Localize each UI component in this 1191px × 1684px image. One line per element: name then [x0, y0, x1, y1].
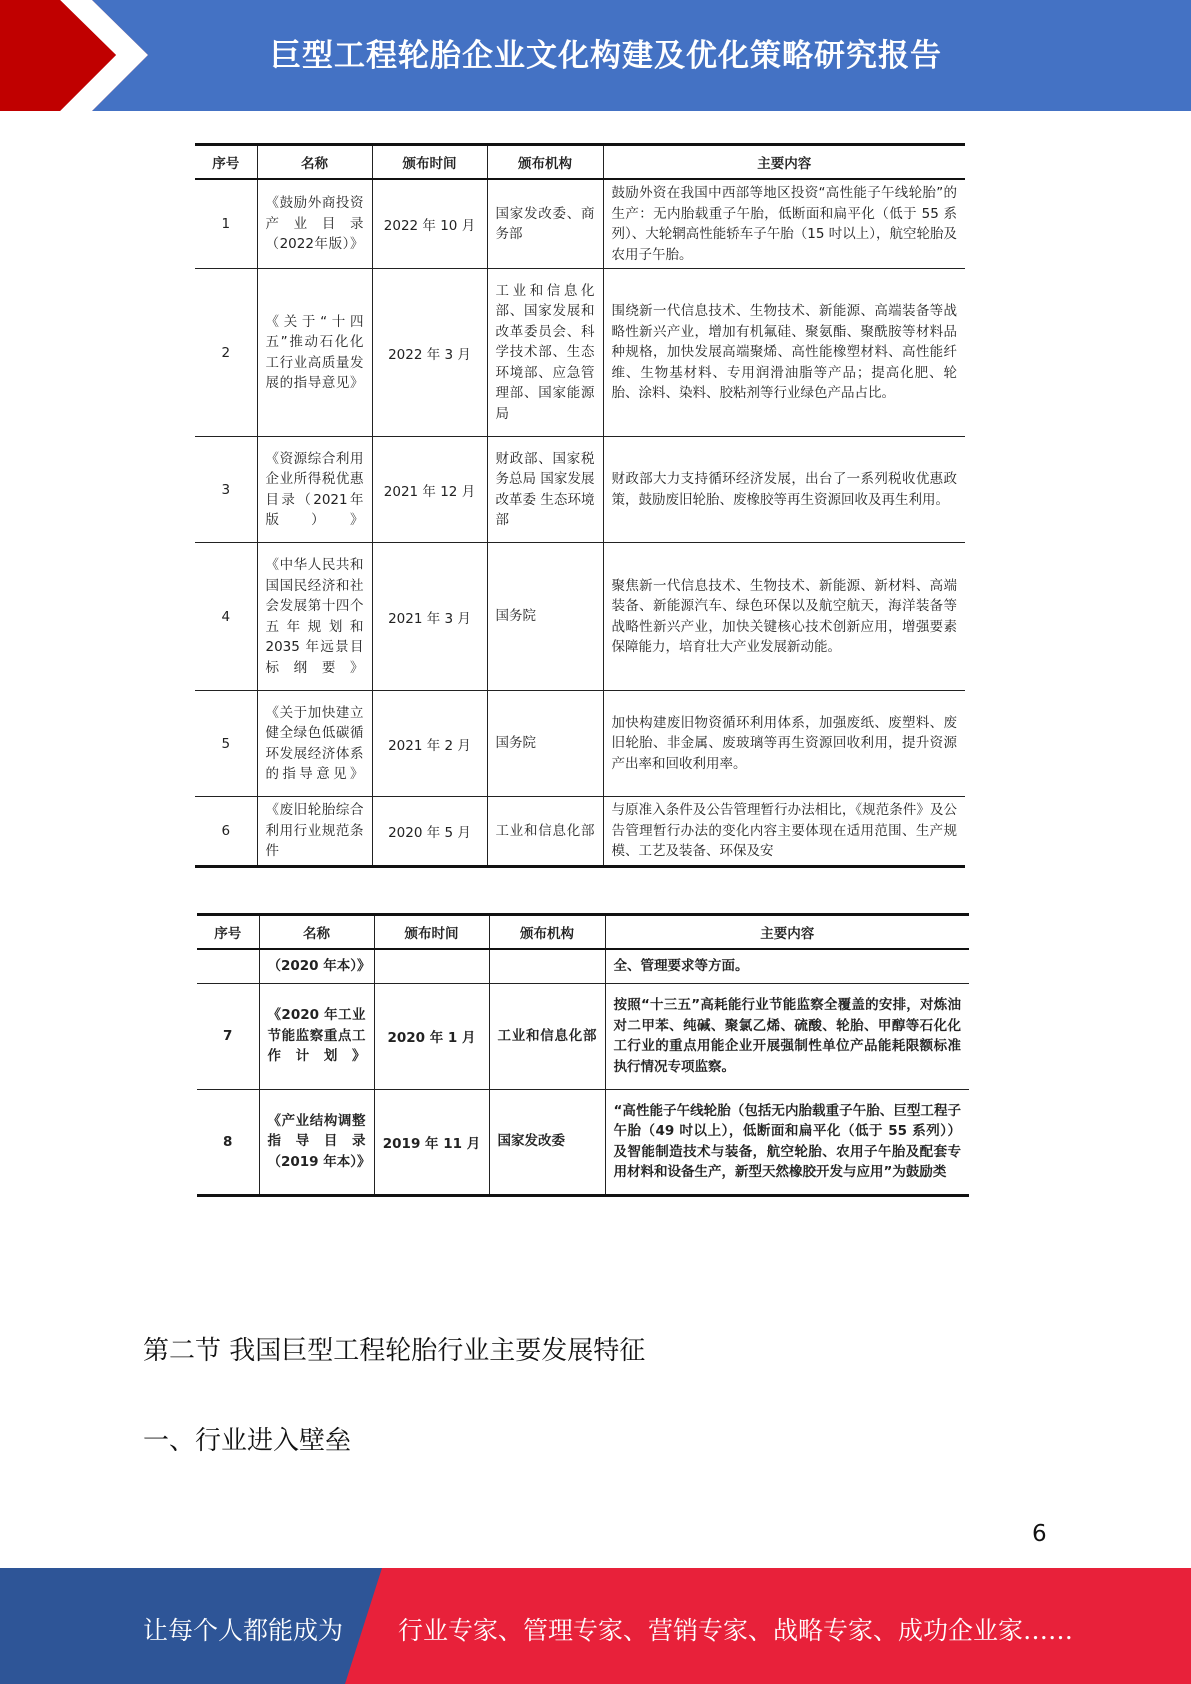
row-date: 2022 年 10 月 [372, 179, 487, 269]
row-issuer: 国务院 [487, 691, 603, 797]
row-issuer [489, 949, 605, 983]
row-name: 《2020 年工业节能监察重点工作计划》 [259, 983, 374, 1089]
section-subheading: 一、行业进入壁垒 [143, 1426, 352, 1456]
row-index: 5 [195, 691, 257, 797]
table-row [197, 949, 969, 983]
col-header-issuer: 颁布机构 [487, 145, 603, 180]
table-row [197, 983, 969, 1089]
policy-table-part-2 [197, 913, 969, 1197]
row-content: 加快构建废旧物资循环利用体系，加强废纸、废塑料、废旧轮胎、非金属、废玻璃等再生资源回收利用，提升资源产出率和回收利用率。 [603, 691, 965, 797]
row-issuer: 工业和信息化部、国家发展和改革委员会、科学技术部、生态环境部、应急管理部、国家能源局 [487, 269, 603, 437]
col-header-content: 主要内容 [605, 915, 969, 950]
row-name: 《中华人民共和国国民经济和社会发展第十四个五年规划和2035 年远景目标纲要》 [257, 543, 372, 691]
row-issuer: 工业和信息化部 [489, 983, 605, 1089]
col-header-date: 颁布时间 [372, 145, 487, 180]
row-issuer: 国务院 [487, 543, 603, 691]
row-issuer: 国家发改委、商务部 [487, 179, 603, 269]
row-index: 4 [195, 543, 257, 691]
table-row [195, 269, 965, 437]
report-title: 巨型工程轮胎企业文化构建及优化策略研究报告 [270, 38, 942, 74]
row-name: （2020 年本）》 [259, 949, 374, 983]
col-header-content: 主要内容 [603, 145, 965, 180]
row-content: 与原准入条件及公告管理暂行办法相比，《规范条件》及公告管理暂行办法的变化内容主要体现在适用范围、生产规模、工艺及装备、环保及安 [603, 797, 965, 867]
row-content: 按照“十三五”高耗能行业节能监察全覆盖的安排，对炼油对二甲苯、纯碱、聚氯乙烯、硫酸、轮胎、甲醇等石化化工行业的重点用能企业开展强制性单位产品能耗限额标准执行情况专项监察。 [605, 983, 969, 1089]
page-footer [0, 1568, 1191, 1684]
row-date: 2021 年 2 月 [372, 691, 487, 797]
row-index: 8 [197, 1089, 259, 1195]
header-arrow-decoration [0, 0, 160, 111]
col-header-date: 颁布时间 [374, 915, 489, 950]
row-issuer: 财政部、国家税务总局 国家发展改革委 生态环境部 [487, 437, 603, 543]
row-index [197, 949, 259, 983]
table-row [195, 437, 965, 543]
row-index: 3 [195, 437, 257, 543]
row-name: 《鼓励外商投资产业目录（2022年版）》 [257, 179, 372, 269]
page-number: 6 [1032, 1521, 1047, 1547]
row-index: 7 [197, 983, 259, 1089]
table-row [195, 797, 965, 867]
table-row [195, 179, 965, 269]
table-row [197, 1089, 969, 1195]
col-header-name: 名称 [257, 145, 372, 180]
row-date: 2020 年 5 月 [372, 797, 487, 867]
row-content: 财政部大力支持循环经济发展，出台了一系列税收优惠政策，鼓励废旧轮胎、废橡胶等再生资源回收及再生利用。 [603, 437, 965, 543]
row-name: 《关于“十四五”推动石化化工行业高质量发展的指导意见》 [257, 269, 372, 437]
row-name: 《关于加快建立健全绿色低碳循环发展经济体系的指导意见》 [257, 691, 372, 797]
col-header-name: 名称 [259, 915, 374, 950]
row-issuer: 国家发改委 [489, 1089, 605, 1195]
row-date: 2019 年 11 月 [374, 1089, 489, 1195]
row-name: 《产业结构调整指导目录（2019 年本）》 [259, 1089, 374, 1195]
footer-slogan-right: 行业专家、管理专家、营销专家、战略专家、成功企业家…… [398, 1616, 1074, 1645]
row-index: 1 [195, 179, 257, 269]
row-issuer: 工业和信息化部 [487, 797, 603, 867]
page-header [0, 0, 1191, 111]
col-header-issuer: 颁布机构 [489, 915, 605, 950]
col-header-index: 序号 [195, 145, 257, 180]
table-header-row [197, 915, 969, 950]
row-content: “高性能子午线轮胎（包括无内胎载重子午胎、巨型工程子午胎（49 吋以上），低断面和扁平化（低于 55 系列））及智能制造技术与装备，航空轮胎、农用子午胎及配套专用材料和设备生产，新型天然橡胶开发与应用”为鼓励类 [605, 1089, 969, 1195]
footer-slogan-left: 让每个人都能成为 [143, 1616, 344, 1645]
row-content: 聚焦新一代信息技术、生物技术、新能源、新材料、高端装备、新能源汽车、绿色环保以及航空航天，海洋装备等战略性新兴产业，加快关键核心技术创新应用，增强要素保障能力，培育壮大产业发展新动能。 [603, 543, 965, 691]
table-row [195, 691, 965, 797]
row-date: 2021 年 3 月 [372, 543, 487, 691]
row-index: 6 [195, 797, 257, 867]
row-index: 2 [195, 269, 257, 437]
row-content: 围绕新一代信息技术、生物技术、新能源、高端装备等战略性新兴产业，增加有机氟硅、聚氨酯、聚酰胺等材料品种规格，加快发展高端聚烯、高性能橡塑材料、高性能纤维、生物基材料、专用润滑油脂等产品；提高化肥、轮胎、涂料、染料、胶粘剂等行业绿色产品占比。 [603, 269, 965, 437]
row-name: 《资源综合利用企业所得税优惠目录（2021年版）》 [257, 437, 372, 543]
table-header-row [195, 145, 965, 180]
section-heading: 第二节 我国巨型工程轮胎行业主要发展特征 [143, 1336, 646, 1366]
row-date: 2020 年 1 月 [374, 983, 489, 1089]
table-row [195, 543, 965, 691]
row-content: 全、管理要求等方面。 [605, 949, 969, 983]
row-date: 2022 年 3 月 [372, 269, 487, 437]
row-date: 2021 年 12 月 [372, 437, 487, 543]
col-header-index: 序号 [197, 915, 259, 950]
row-content: 鼓励外资在我国中西部等地区投资“高性能子午线轮胎”的生产：无内胎载重子午胎，低断面和扁平化（低于 55 系列）、大轮辋高性能轿车子午胎（15 吋以上），航空轮胎及农用子午胎。 [603, 179, 965, 269]
row-date [374, 949, 489, 983]
policy-table-part-1 [195, 143, 965, 868]
row-name: 《废旧轮胎综合利用行业规范条件 [257, 797, 372, 867]
